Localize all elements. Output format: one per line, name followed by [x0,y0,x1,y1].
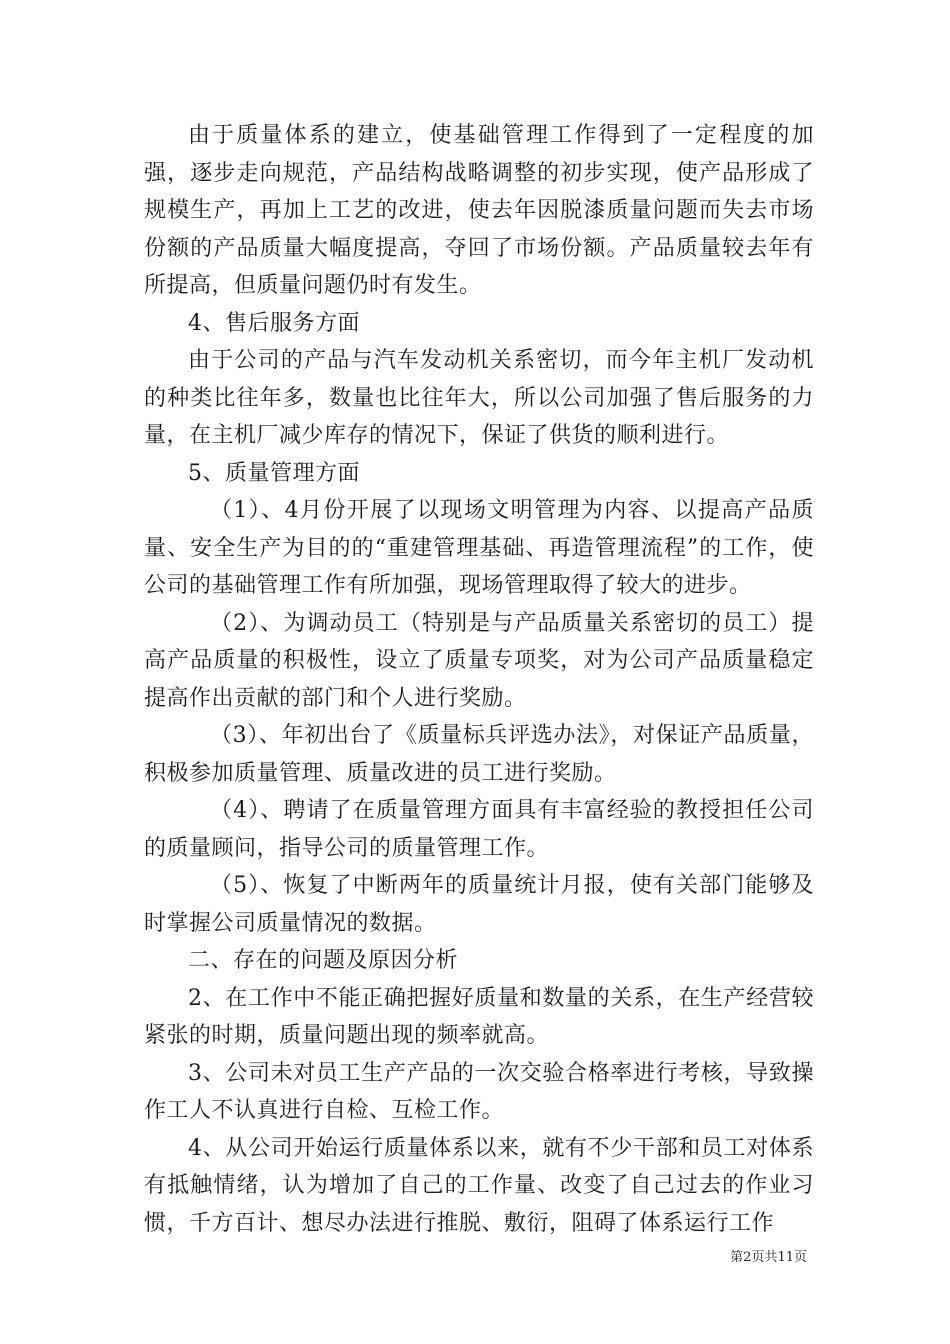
item-problem-3: 3、公司未对员工生产产品的一次交验合格率进行考核，导致操作工人不认真进行自检、互检工作。 [144,1060,814,1123]
page-number: 第2页共11页 [730,1250,807,1265]
item-quality-5: （5）、恢复了中断两年的质量统计月报，使有关部门能够及时掌握公司质量情况的数据。 [144,873,814,936]
page-footer [0,1246,950,1265]
item-problem-4: 4、从公司开始运行质量体系以来，就有不少干部和员工对体系有抵触情绪，认为增加了自己的工作量、改变了自己过去的作业习惯，千方百计、想尽办法进行推脱、敷衍，阻碍了体系运行工作 [144,1135,814,1236]
item-quality-3: （3）、年初出台了《质量标兵评选办法》，对保证产品质量，积极参加质量管理、质量改进的员工进行奖励。 [144,723,814,786]
item-quality-2: （2）、为调动员工（特别是与产品质量关系密切的员工）提高产品质量的积极性，设立了质量专项奖，对为公司产品质量稳定提高作出贡献的部门和个人进行奖励。 [144,610,814,711]
item-problem-2: 2、在工作中不能正确把握好质量和数量的关系，在生产经营较紧张的时期，质量问题出现的频率就高。 [144,985,814,1048]
document-body [144,117,814,1242]
paragraph-quality-system: 由于质量体系的建立，使基础管理工作得到了一定程度的加强，逐步走向规范，产品结构战略调整的初步实现，使产品形成了规模生产，再加上工艺的改进，使去年因脱漆质量问题而失去市场份额的产品质量大幅度提高，夺回了市场份额。产品质量较去年有所提高，但质量问题仍时有发生。 [144,123,814,298]
paragraph-after-sales: 由于公司的产品与汽车发动机关系密切，而今年主机厂发动机的种类比往年多，数量也比往年大，所以公司加强了售后服务的力量，在主机厂减少库存的情况下，保证了供货的顺利进行。 [144,348,814,448]
item-quality-4: （4）、聘请了在质量管理方面具有丰富经验的教授担任公司的质量顾问，指导公司的质量管理工作。 [144,798,814,861]
heading-after-sales: 4、售后服务方面 [188,310,360,336]
heading-problems: 二、存在的问题及原因分析 [188,948,459,973]
heading-quality-management: 5、质量管理方面 [188,460,360,486]
item-quality-1: （1）、4月份开展了以现场文明管理为内容、以提高产品质量、安全生产为目的的“重建管理基础、再造管理流程”的工作，使公司的基础管理工作有所加强，现场管理取得了较大的进步。 [144,498,814,598]
